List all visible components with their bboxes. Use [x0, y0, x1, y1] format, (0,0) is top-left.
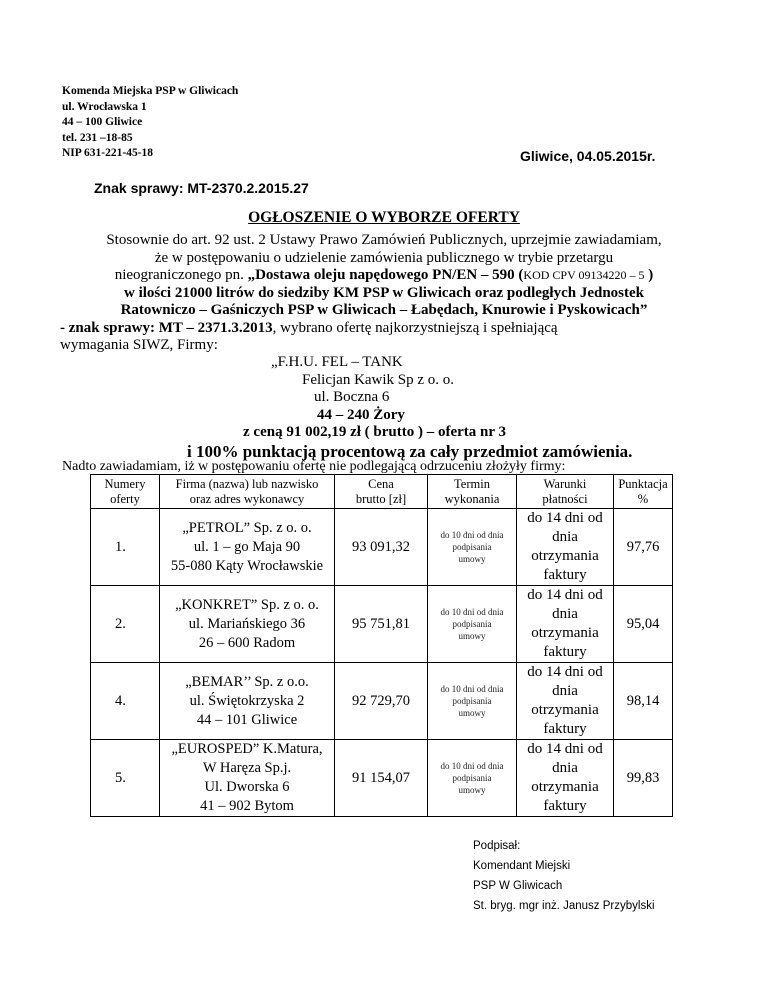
cpv-code: KOD CPV 09134220 – 5 [523, 268, 645, 282]
offers-table [90, 474, 673, 817]
offer-payment: do 14 dni od dnia otrzymania faktury [517, 586, 614, 663]
order-name-close: ) [644, 267, 654, 283]
signature-block [473, 836, 655, 916]
header-offer-number: Numery oferty [91, 475, 160, 509]
document-title: OGŁOSZENIE O WYBORZE OFERTY [248, 209, 520, 226]
body-line-6-text: , wybrano ofertę najkorzystniejszą i spełniającą [272, 319, 558, 336]
signatory-name: St. bryg. mgr inż. Janusz Przybylski [473, 900, 655, 912]
sender-city: 44 – 100 Gliwice [62, 116, 143, 128]
offer-payment: do 14 dni od dnia otrzymania faktury [517, 663, 614, 740]
offer-score: 97,76 [614, 509, 673, 586]
offer-number: 5. [91, 740, 160, 817]
winner-owner: Felicjan Kawik Sp z o. o. [302, 371, 455, 388]
sender-address [62, 84, 238, 162]
offer-score: 98,14 [614, 663, 673, 740]
table-header-row [91, 475, 673, 509]
offer-price: 91 154,07 [335, 740, 428, 817]
sender-phone: tel. 231 –18-85 [62, 131, 133, 144]
offer-term: do 10 dni od dnia podpisania umowy [428, 740, 517, 817]
table-row [91, 740, 673, 817]
offer-payment: do 14 dni od dnia otrzymania faktury [517, 740, 614, 817]
body-line-5: Ratowniczo – Gaśniczych PSP w Gliwicach – Łabędach, Knurowie i Pyskowicach” [120, 302, 648, 318]
place-date: Gliwice, 04.05.2015r. [520, 148, 656, 164]
sender-name: Komenda Miejska PSP w Gliwicach [62, 85, 239, 97]
offer-score: 95,04 [614, 586, 673, 663]
offer-number: 1. [91, 509, 160, 586]
signatory-unit: PSP W Gliwicach [473, 880, 563, 892]
case-sign: - znak sprawy: MT – 2371.3.2013 [60, 319, 273, 336]
body-line-6 [60, 320, 708, 338]
signatory-role: Komendant Miejski [473, 860, 571, 872]
offer-firm: „KONKRET” Sp. z o. o. ul. Mariańskiego 36 26 – 600 Radom [160, 586, 335, 663]
offer-score: 99,83 [614, 740, 673, 817]
offer-firm: „PETROL” Sp. z o. o. ul. 1 – go Maja 90 55-080 Kąty Wrocławskie [160, 509, 335, 586]
announcement-body [60, 232, 708, 355]
sender-street: ul. Wrocławska 1 [62, 100, 147, 113]
offer-number: 2. [91, 586, 160, 663]
winner-street: ul. Boczna 6 [314, 389, 390, 405]
case-reference: Znak sprawy: MT-2370.2.2015.27 [94, 180, 309, 196]
table-row [91, 663, 673, 740]
offer-firm: „EUROSPED” K.Matura, W Haręza Sp.j. Ul. Dworska 6 41 – 902 Bytom [160, 740, 335, 817]
header-score: Punktacja % [614, 475, 673, 509]
winner-price: z ceną 91 002,19 zł ( brutto ) – oferta nr 3 [243, 424, 506, 440]
header-firm: Firma (nazwa) lub nazwisko oraz adres wykonawcy [160, 475, 335, 509]
header-term: Termin wykonania [428, 475, 517, 509]
body-line-4: w ilości 21000 litrów do siedziby KM PSP w Gliwicach oraz podległych Jednostek [124, 284, 644, 301]
winner-city: 44 – 240 Żory [317, 406, 405, 423]
header-price: Cena brutto [zł] [335, 475, 428, 509]
offer-price: 95 751,81 [335, 586, 428, 663]
body-line-7: wymagania SIWZ, Firmy: [60, 337, 218, 353]
winner-score: i 100% punktacją procentową za cały przedmiot zamówienia. [187, 441, 633, 461]
table-row [91, 586, 673, 663]
table-row [91, 509, 673, 586]
offer-number: 4. [91, 663, 160, 740]
winner-name: „F.H.U. FEL – TANK [271, 354, 403, 370]
sender-nip: NIP 631-221-45-18 [62, 147, 154, 159]
body-line-3 [60, 267, 708, 285]
body-line-2: że w postępowaniu o udzielenie zamówienia publicznego w trybie przetargu [154, 249, 614, 266]
offer-term: do 10 dni od dnia podpisania umowy [428, 586, 517, 663]
winning-offer [0, 354, 768, 462]
order-name-start: „Dostawa oleju napędowego PN/EN – 590 ( [247, 267, 524, 283]
signed-label: Podpisał: [473, 840, 521, 852]
offer-term: do 10 dni od dnia podpisania umowy [428, 663, 517, 740]
offer-price: 93 091,32 [335, 509, 428, 586]
offer-price: 92 729,70 [335, 663, 428, 740]
offer-firm: „BEMAR’’ Sp. z o.o. ul. Świętokrzyska 2 44 – 101 Gliwice [160, 663, 335, 740]
header-payment: Warunki płatności [517, 475, 614, 509]
offer-term: do 10 dni od dnia podpisania umowy [428, 509, 517, 586]
other-offers-note: Nadto zawiadamiam, iż w postępowaniu ofertę nie podlegającą odrzuceniu złożyły firmy: [62, 459, 566, 474]
body-line-3-text: nieograniczonego pn. [114, 267, 248, 283]
body-line-1: Stosownie do art. 92 ust. 2 Ustawy Prawo Zamówień Publicznych, uprzejmie zawiadamiam, [106, 232, 662, 248]
offer-payment: do 14 dni od dnia otrzymania faktury [517, 509, 614, 586]
